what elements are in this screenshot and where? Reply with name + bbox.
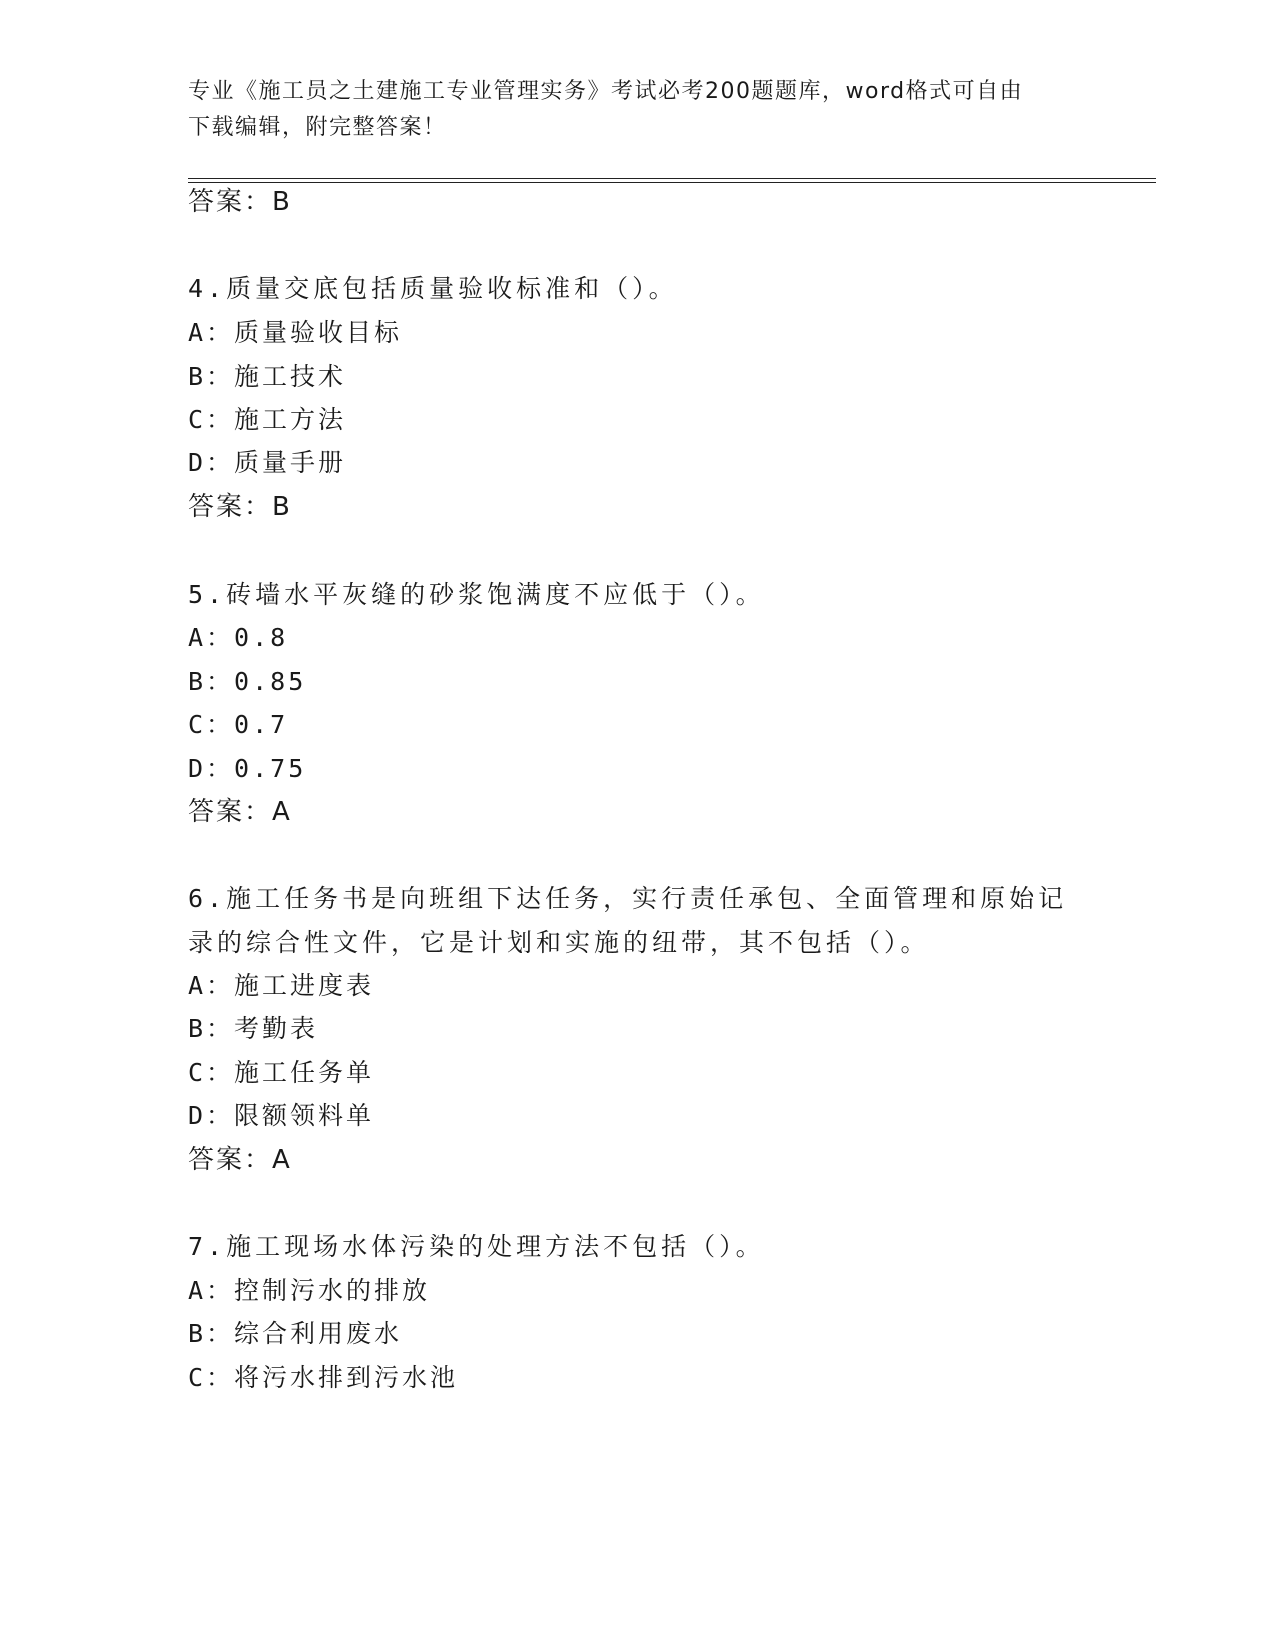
question-6-option-c: C：施工任务单 (188, 1058, 375, 1087)
question-4-option-d: D：质量手册 (188, 448, 347, 477)
question-6-answer: 答案：A (188, 1145, 292, 1175)
question-6-stem-line-2: 录的综合性文件，它是计划和实施的纽带，其不包括（）。 (188, 928, 930, 957)
question-7-option-c: C：将污水排到污水池 (188, 1363, 459, 1392)
answer-previous: 答案：B (188, 187, 292, 217)
question-5-answer: 答案：A (188, 797, 292, 827)
header-line-1: 专业《施工员之土建施工专业管理实务》考试必考200题题库，word格式可自由 (188, 79, 1024, 104)
question-7-option-b: B：综合利用废水 (188, 1319, 403, 1348)
header-line-2: 下载编辑，附完整答案！ (188, 115, 447, 140)
document-header (188, 74, 1068, 146)
header-divider (188, 178, 1156, 183)
question-5-stem: 5.砖墙水平灰缝的砂浆饱满度不应低于（）。 (188, 580, 765, 609)
question-5-option-c: C：0.7 (188, 710, 289, 739)
question-7-option-a: A：控制污水的排放 (188, 1276, 431, 1305)
question-5-option-a: A：0.8 (188, 623, 289, 652)
question-6-option-d: D：限额领料单 (188, 1101, 375, 1130)
question-5-option-d: D：0.75 (188, 754, 307, 783)
question-4-answer: 答案：B (188, 492, 292, 522)
question-6-stem-line-1: 6.施工任务书是向班组下达任务，实行责任承包、全面管理和原始记 (188, 884, 1068, 913)
question-4-option-b: B：施工技术 (188, 362, 347, 391)
question-5-option-b: B：0.85 (188, 667, 307, 696)
question-6-option-b: B：考勤表 (188, 1014, 319, 1043)
question-4-option-a: A：质量验收目标 (188, 318, 403, 347)
question-6-option-a: A：施工进度表 (188, 971, 375, 1000)
question-4-stem: 4.质量交底包括质量验收标准和（）。 (188, 274, 678, 303)
question-4-option-c: C：施工方法 (188, 405, 347, 434)
question-7-stem: 7.施工现场水体污染的处理方法不包括（）。 (188, 1232, 765, 1261)
